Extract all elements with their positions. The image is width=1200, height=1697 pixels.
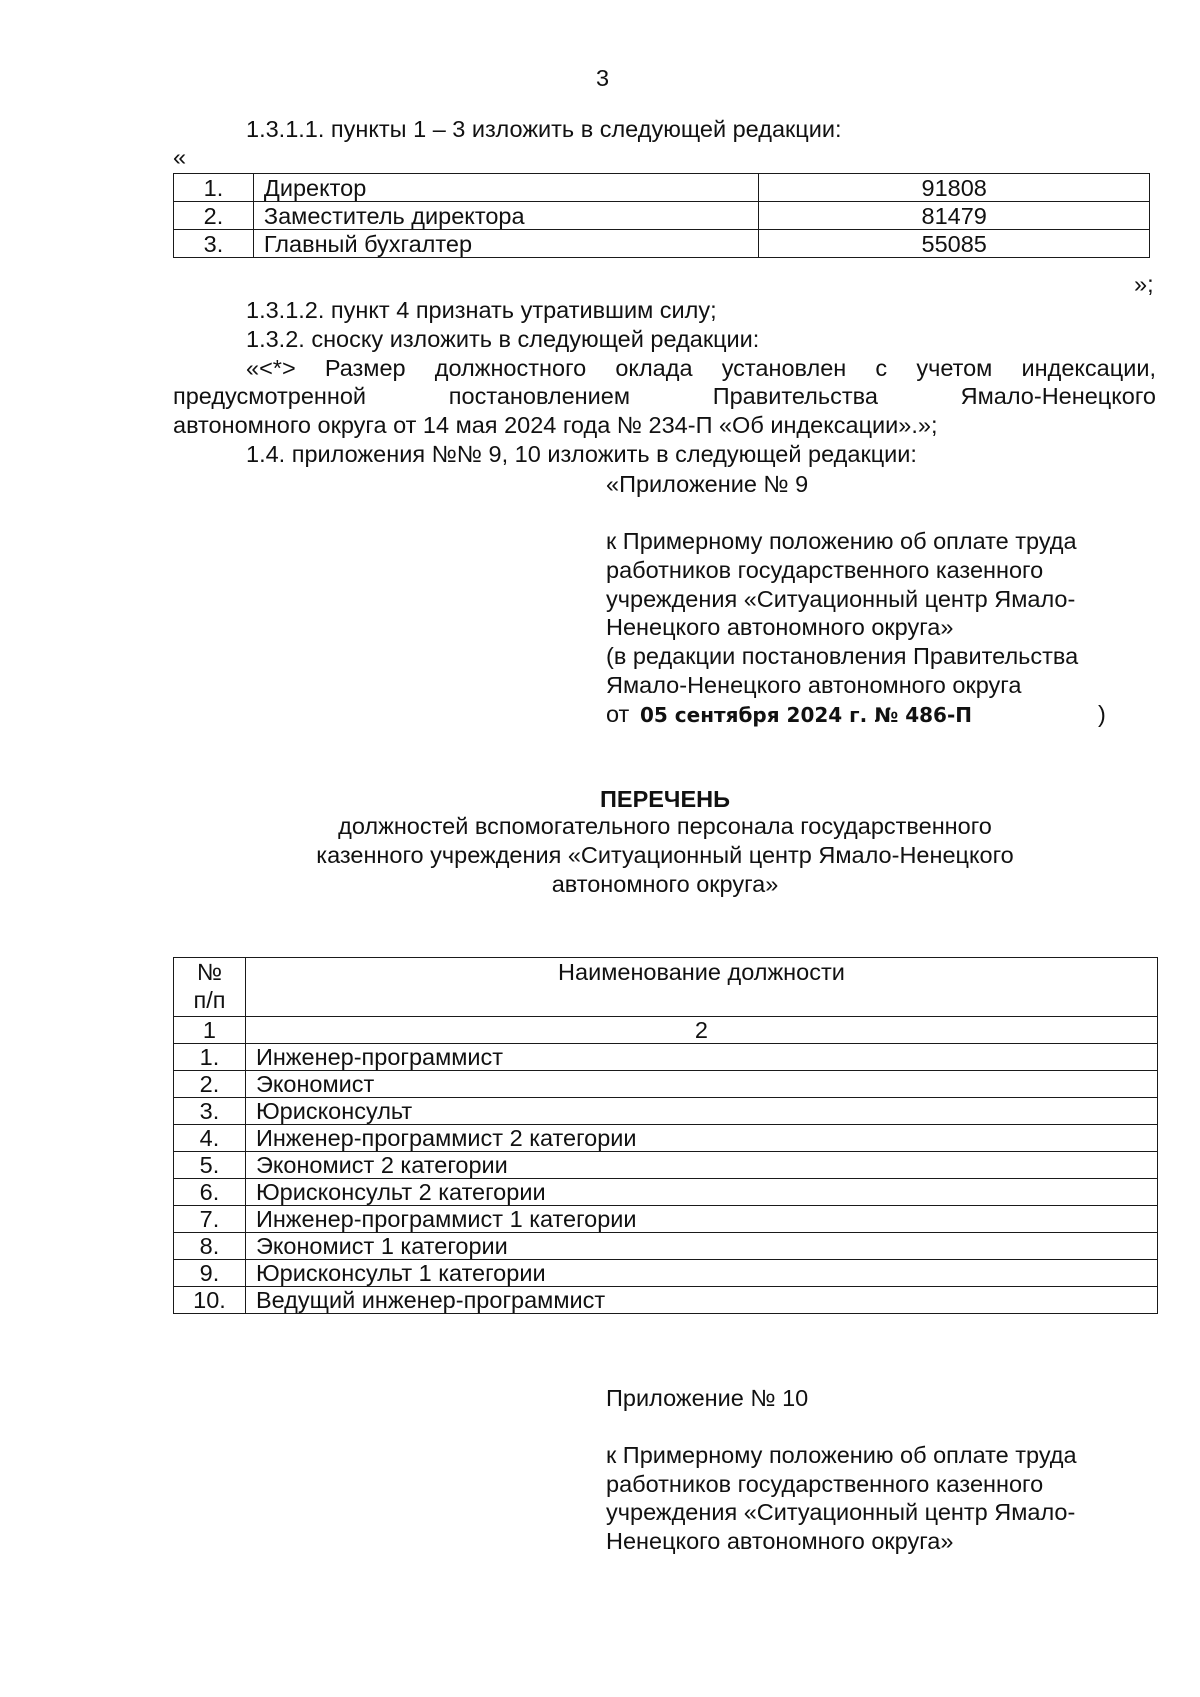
position-name: Юрисконсульт 2 категории xyxy=(245,1179,1157,1206)
list-subtitle-line: автономного округа» xyxy=(551,871,779,897)
position-name: Экономист xyxy=(245,1071,1157,1098)
table-header-row xyxy=(174,958,1158,1017)
table-row xyxy=(174,202,1150,230)
row-number: 2. xyxy=(174,1071,246,1098)
column-number-row xyxy=(174,1017,1158,1044)
position-name: Директор xyxy=(253,174,759,202)
column-number-2: 2 xyxy=(245,1017,1157,1044)
appendix-9-line: (в редакции постановления Правительства xyxy=(606,643,1079,669)
appendix-10-line: учреждения «Ситуационный центр Ямало- xyxy=(606,1499,1076,1525)
list-subtitle-line: должностей вспомогательного персонала государственного xyxy=(338,813,992,839)
row-number: 3. xyxy=(174,230,254,258)
appendix-9-date-suffix: ) xyxy=(1098,701,1106,727)
item-1-3-1-2: 1.3.1.2. пункт 4 признать утратившим силу; xyxy=(246,297,717,323)
footnote-line-2: предусмотренной постановлением Правительства Ямало-Ненецкого xyxy=(173,383,1156,409)
salary-table xyxy=(173,173,1150,258)
appendix-10-title: Приложение № 10 xyxy=(606,1385,809,1411)
item-1-3-1-1: 1.3.1.1. пункты 1 – 3 изложить в следующей редакции: xyxy=(246,116,842,142)
appendix-9-line: Ненецкого автономного округа» xyxy=(606,614,954,640)
position-name: Ведущий инженер-программист xyxy=(245,1287,1157,1314)
appendix-10-line: Ненецкого автономного округа» xyxy=(606,1528,954,1554)
appendix-9-line: работников государственного казенного xyxy=(606,557,1044,583)
list-subtitle-line: казенного учреждения «Ситуационный центр Ямало-Ненецкого xyxy=(316,842,1014,868)
column-number-1: 1 xyxy=(174,1017,246,1044)
table-row xyxy=(174,1152,1158,1179)
table-row xyxy=(174,1125,1158,1152)
table-row xyxy=(174,1044,1158,1071)
position-name: Юрисконсульт xyxy=(245,1098,1157,1125)
salary-amount: 91808 xyxy=(759,174,1150,202)
table-row xyxy=(174,1179,1158,1206)
row-number: 5. xyxy=(174,1152,246,1179)
row-number: 1. xyxy=(174,1044,246,1071)
open-quote: « xyxy=(173,144,187,170)
appendix-9-line: учреждения «Ситуационный центр Ямало- xyxy=(606,586,1076,612)
row-number: 4. xyxy=(174,1125,246,1152)
table-row xyxy=(174,1071,1158,1098)
close-quote: »; xyxy=(1134,271,1154,297)
position-name: Инженер-программист 2 категории xyxy=(245,1125,1157,1152)
table-row xyxy=(174,174,1150,202)
row-number: 6. xyxy=(174,1179,246,1206)
item-1-4: 1.4. приложения №№ 9, 10 изложить в следующей редакции: xyxy=(246,441,917,467)
position-name: Инженер-программист xyxy=(245,1044,1157,1071)
footnote-line-3: автономного округа от 14 мая 2024 года № 234-П «Об индексации».»; xyxy=(173,412,938,438)
salary-amount: 81479 xyxy=(759,202,1150,230)
position-name: Главный бухгалтер xyxy=(253,230,759,258)
positions-table xyxy=(173,957,1158,1314)
position-name: Инженер-программист 1 категории xyxy=(245,1206,1157,1233)
table-row xyxy=(174,1206,1158,1233)
column-header-name: Наименование должности xyxy=(245,958,1157,1017)
appendix-10-line: к Примерному положению об оплате труда xyxy=(606,1442,1077,1468)
table-row xyxy=(174,230,1150,258)
row-number: 7. xyxy=(174,1206,246,1233)
position-name: Юрисконсульт 1 категории xyxy=(245,1260,1157,1287)
appendix-9-title: «Приложение № 9 xyxy=(606,471,809,497)
column-header-number: № п/п xyxy=(174,958,246,1017)
table-row xyxy=(174,1260,1158,1287)
row-number: 10. xyxy=(174,1287,246,1314)
footnote-line-1: «<*> Размер должностного оклада установлен с учетом индексации, xyxy=(246,355,1156,381)
appendix-9-line: Ямало-Ненецкого автономного округа xyxy=(606,672,1022,698)
appendix-9-date-prefix: от xyxy=(606,701,630,727)
row-number: 9. xyxy=(174,1260,246,1287)
row-number: 1. xyxy=(174,174,254,202)
row-number: 8. xyxy=(174,1233,246,1260)
page-number: 3 xyxy=(596,65,610,91)
salary-amount: 55085 xyxy=(759,230,1150,258)
appendix-9-line: к Примерному положению об оплате труда xyxy=(606,528,1077,554)
table-row xyxy=(174,1287,1158,1314)
position-name: Экономист 1 категории xyxy=(245,1233,1157,1260)
appendix-9-date-value: 05 сентября 2024 г. № 486-П xyxy=(640,703,973,727)
position-name: Экономист 2 категории xyxy=(245,1152,1157,1179)
appendix-10-line: работников государственного казенного xyxy=(606,1471,1044,1497)
item-1-3-2: 1.3.2. сноску изложить в следующей редакции: xyxy=(246,326,760,352)
position-name: Заместитель директора xyxy=(253,202,759,230)
row-number: 3. xyxy=(174,1098,246,1125)
table-row xyxy=(174,1233,1158,1260)
row-number: 2. xyxy=(174,202,254,230)
list-title: ПЕРЕЧЕНЬ xyxy=(600,786,730,812)
table-row xyxy=(174,1098,1158,1125)
